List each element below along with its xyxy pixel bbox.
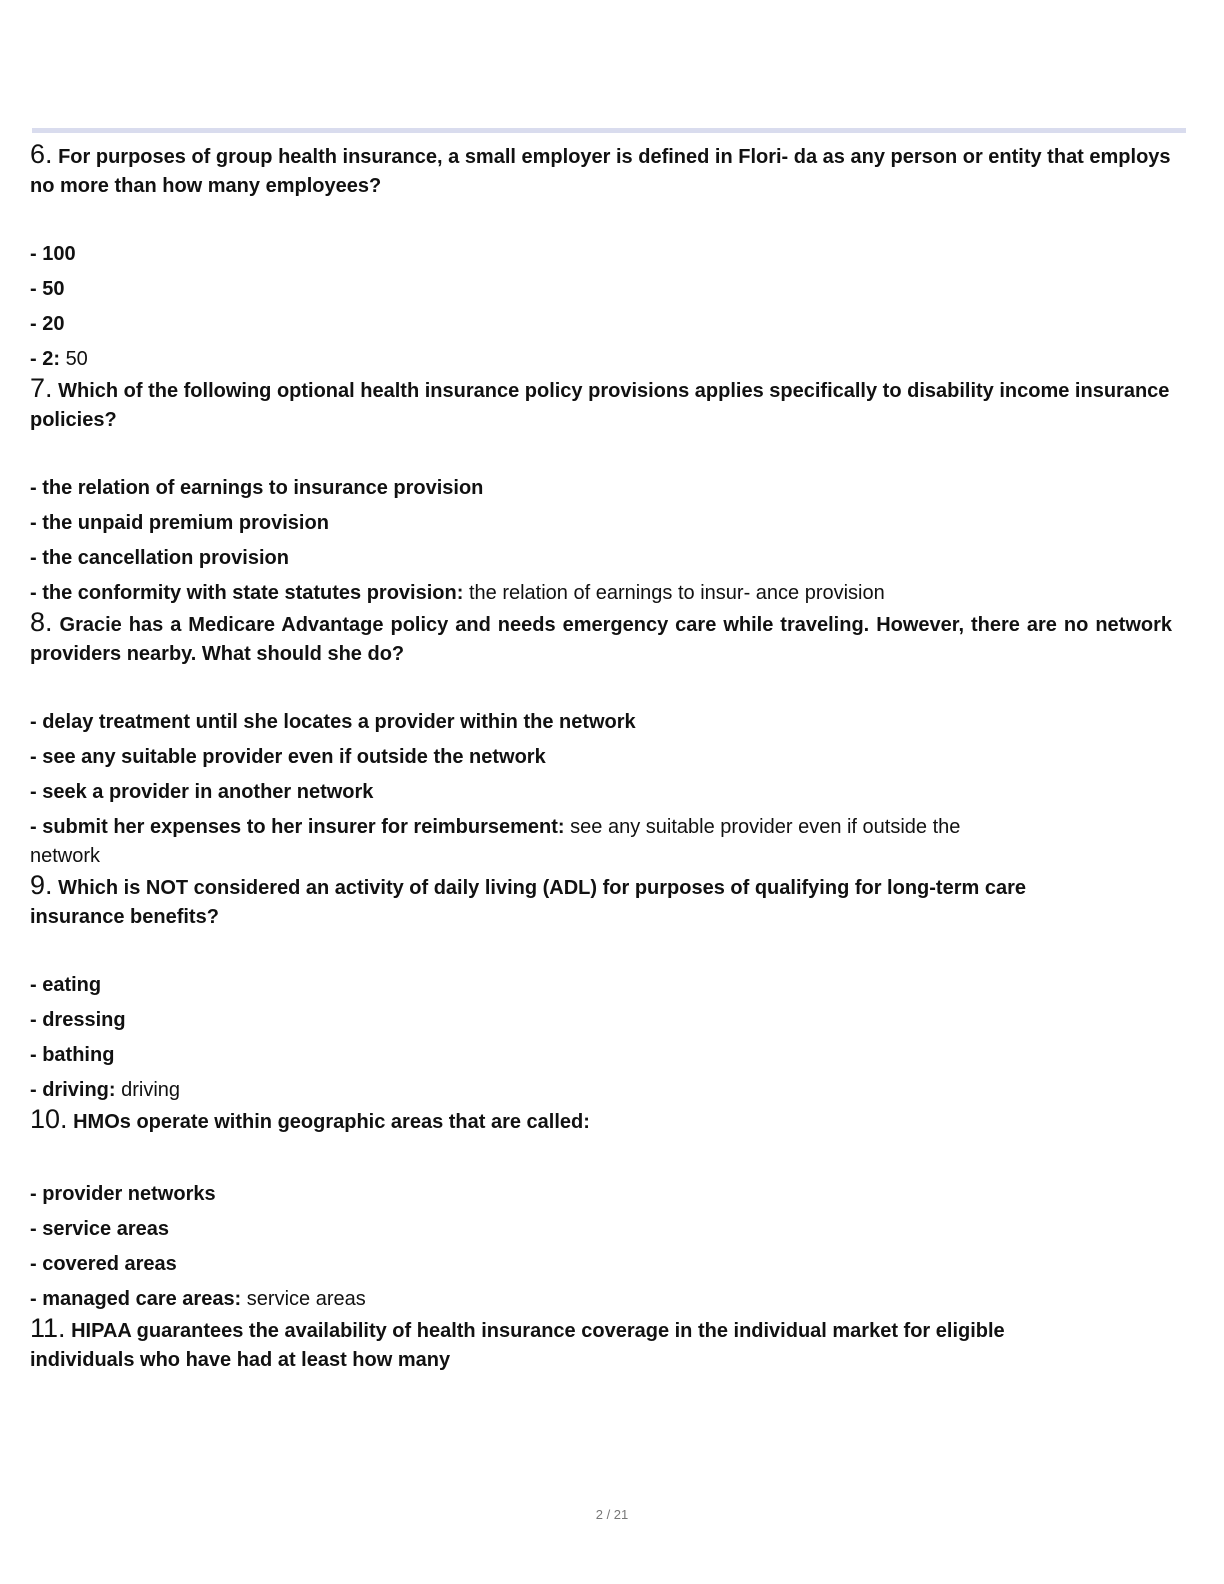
option: - bathing bbox=[30, 1044, 115, 1066]
answer-text: the relation of earnings to insur- ance provision bbox=[468, 582, 885, 604]
option: - the relation of earnings to insurance provision bbox=[30, 477, 484, 499]
option-with-answer: - driving: driving bbox=[30, 1079, 181, 1101]
document-body bbox=[30, 140, 1172, 1375]
question-number: 9. bbox=[30, 870, 53, 900]
question-text: 11. HIPAA guarantees the availability of health insurance coverage in the individual market for eligible individuals who have had at least how many bbox=[30, 1313, 1005, 1371]
question-10 bbox=[30, 1105, 1172, 1314]
question-number: 8. bbox=[30, 607, 53, 637]
answer-text: driving bbox=[121, 1079, 181, 1101]
option: - seek a provider in another network bbox=[30, 781, 374, 803]
question-text: 8. Gracie has a Medicare Advantage policy and needs emergency care while traveling. However, there are no network providers nearby. What should she do? bbox=[30, 607, 1172, 665]
page-number: 2 / 21 bbox=[595, 1507, 629, 1522]
option: - 50 bbox=[30, 278, 65, 300]
option: - the unpaid premium provision bbox=[30, 512, 329, 534]
option-with-answer: - 2: 50 bbox=[30, 348, 88, 370]
question-text: 7. Which of the following optional health insurance policy provisions applies specifically to disability income insurance policies? bbox=[30, 373, 1170, 431]
option-with-answer: - the conformity with state statutes provision: the relation of earnings to insur- ance provision bbox=[30, 582, 885, 604]
question-6 bbox=[30, 140, 1172, 374]
answer-text: service areas bbox=[246, 1288, 366, 1310]
question-text: 10. HMOs operate within geographic areas that are called: bbox=[30, 1104, 590, 1134]
question-number: 10. bbox=[30, 1104, 68, 1134]
option: - see any suitable provider even if outside the network bbox=[30, 746, 546, 768]
question-number: 7. bbox=[30, 373, 53, 403]
question-text: 6. For purposes of group health insurance, a small employer is defined in Flori- da as any person or entity that employs no more than how many employees? bbox=[30, 139, 1171, 197]
option: - eating bbox=[30, 974, 102, 996]
option: - service areas bbox=[30, 1218, 170, 1240]
question-number: 6. bbox=[30, 139, 53, 169]
option-with-answer: - submit her expenses to her insurer for reimbursement: see any suitable provider even if outside the network bbox=[30, 816, 961, 867]
question-text: 9. Which is NOT considered an activity of daily living (ADL) for purposes of qualifying for long-term care insurance benefits? bbox=[30, 870, 1026, 928]
option: - 100 bbox=[30, 243, 76, 265]
answer-text: 50 bbox=[65, 348, 88, 370]
header-divider bbox=[32, 128, 1186, 133]
option: - delay treatment until she locates a provider within the network bbox=[30, 711, 636, 733]
question-11 bbox=[30, 1314, 1172, 1375]
question-7 bbox=[30, 374, 1172, 608]
question-8 bbox=[30, 608, 1172, 871]
option: - provider networks bbox=[30, 1183, 216, 1205]
option-with-answer: - managed care areas: service areas bbox=[30, 1288, 366, 1310]
answer-text: see any suitable provider even if outside the network bbox=[30, 816, 961, 867]
question-number: 11. bbox=[30, 1313, 66, 1343]
option: - the cancellation provision bbox=[30, 547, 289, 569]
option: - 20 bbox=[30, 313, 65, 335]
option: - dressing bbox=[30, 1009, 126, 1031]
option: - covered areas bbox=[30, 1253, 177, 1275]
question-9 bbox=[30, 871, 1172, 1105]
